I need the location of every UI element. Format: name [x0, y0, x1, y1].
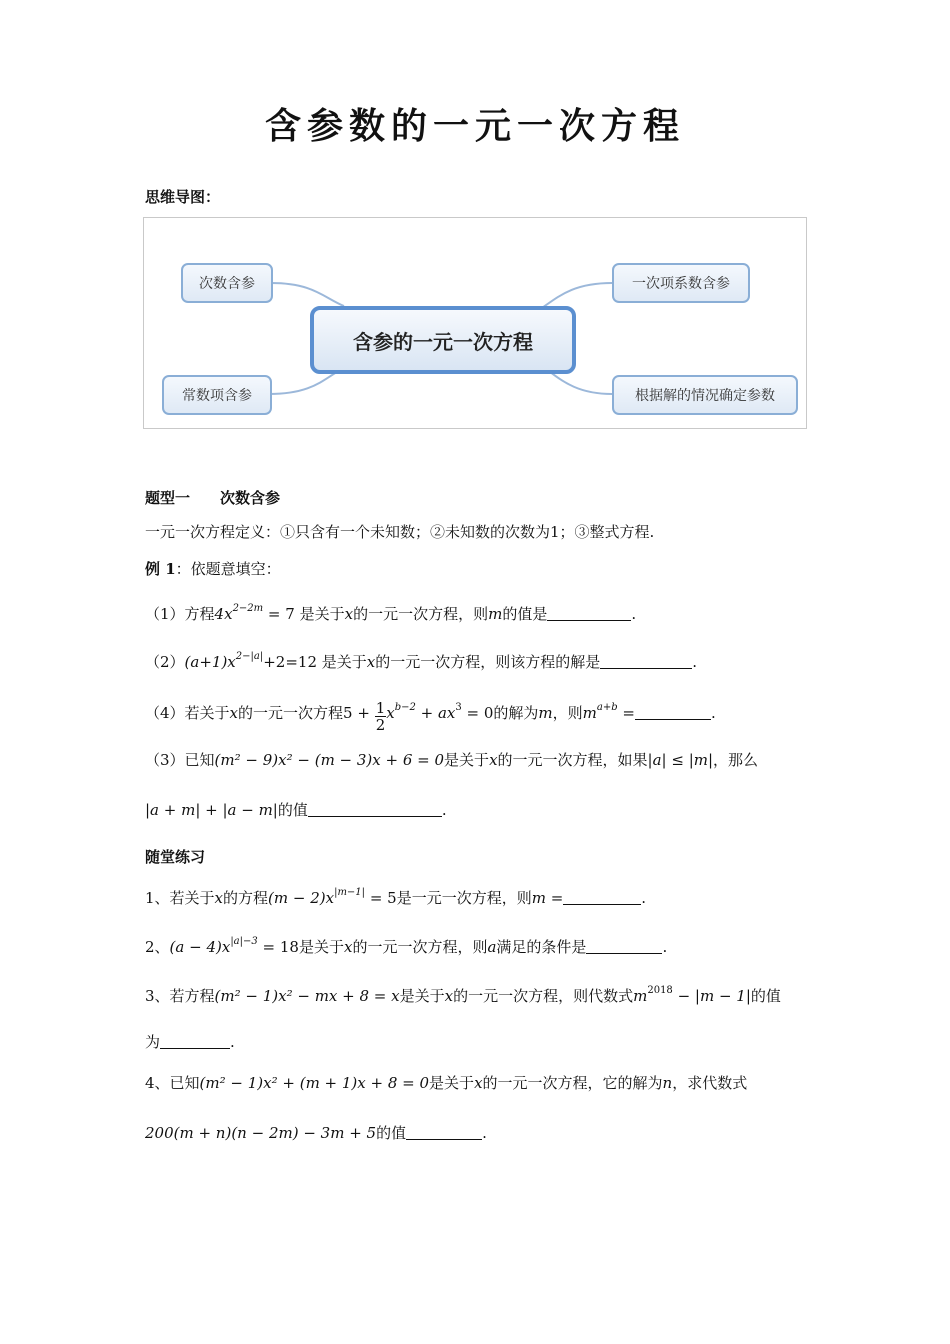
practice-4-line2: 200(m + n)(n − 2m) − 3m + 5的值 . — [145, 1124, 487, 1142]
fraction: $\frac{1}{2}$ — [375, 699, 386, 734]
practice-2: 2、$(a - 4)x^{|a|-3} = 18$是关于x的一元一次方程，则a满足的条件是 . — [145, 936, 668, 956]
answer-blank[interactable] — [600, 654, 692, 669]
practice-1: 1、若关于x的方程$(m - 2)x^{|m-1|} = 5$是一元一次方程，则m = . — [145, 887, 647, 907]
question-2: $(2)(a+1)x^{2-|a|}+2=12$ 是关于x的一元一次方程，则该方程的解是 . — [145, 651, 698, 671]
question-4: （4）若关于x的一元一次方程5 + $\frac{1}{2}$ $x^{b-2} + ax^3 = 0$的解为m，则$m^{a+b}$ = . — [145, 699, 716, 734]
node-coefficient-param: 一次项系数含参 — [612, 263, 750, 303]
node-constant-param: 常数项含参 — [162, 375, 272, 415]
definition-text: 一元一次方程定义：①只含有一个未知数；②未知数的次数为1；③整式方程. — [145, 523, 655, 541]
practice-3-line2: 为 . — [145, 1033, 235, 1051]
section2-heading: 随堂练习 — [145, 848, 206, 866]
answer-blank[interactable] — [308, 802, 442, 817]
question-3: （3）已知(m² − 9)x² − (m − 3)x + 6 = 0是关于x的一元一次方程，如果|a| ≤ |m|，那么 — [145, 751, 759, 769]
answer-blank[interactable] — [547, 606, 631, 621]
example-1: 例 1：依题意填空： — [145, 560, 281, 578]
answer-blank[interactable] — [563, 890, 641, 905]
node-center: 含参的一元一次方程 — [310, 306, 576, 374]
answer-blank[interactable] — [160, 1034, 230, 1049]
practice-4: 4、已知(m² − 1)x² + (m + 1)x + 8 = 0是关于x的一元一次方程，它的解为n，求代数式 — [145, 1074, 748, 1092]
mindmap — [143, 217, 807, 429]
node-degree-param: 次数含参 — [181, 263, 273, 303]
answer-blank[interactable] — [586, 939, 662, 954]
node-solution-param: 根据解的情况确定参数 — [612, 375, 798, 415]
mindmap-label: 思维导图： — [145, 188, 221, 206]
question-3-line2: |a + m| + |a − m|的值 . — [145, 801, 447, 819]
practice-3: 3、若方程(m² − 1)x² − mx + 8 = x是关于x的一元一次方程，则代数式$m^{2018} - |m - 1|$的值 — [145, 985, 781, 1005]
answer-blank[interactable] — [635, 705, 711, 720]
question-1: （1）方程$4x^{2-2m} = 7$ 是关于x的一元一次方程，则m的值是 . — [145, 603, 637, 623]
section1-heading: 题型一 次数含参 — [145, 489, 281, 507]
page-title: 含参数的一元一次方程 — [264, 105, 685, 147]
answer-blank[interactable] — [406, 1125, 482, 1140]
